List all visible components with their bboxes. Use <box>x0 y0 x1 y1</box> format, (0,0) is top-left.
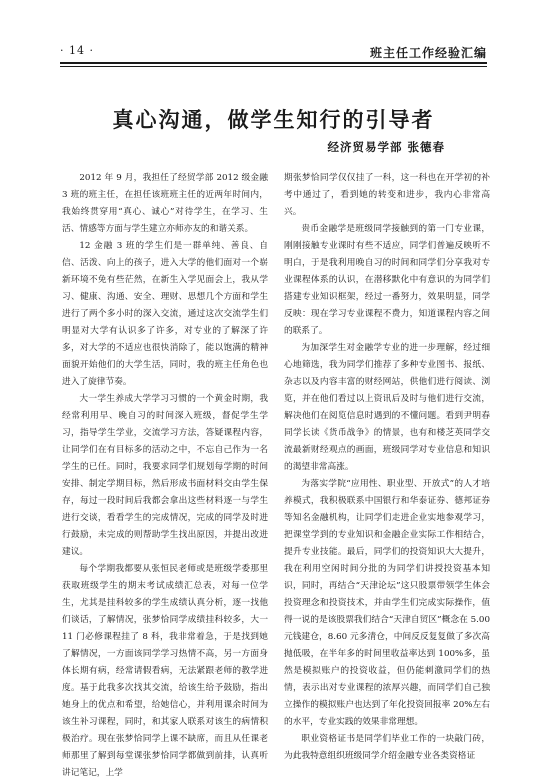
paragraph: 12 金融 3 班的学生们是一群单纯、善良、自信、活泼、向上的孩子，进入大学的他们面对一个崭新环境不免有些茫然，在新生入学见面会上，我从学习、健康、沟通、安全、理财、思想几个方面和学生进行了两个多小时的深入交流，通过这次交流学生们明显对大学有认识多了许多，对专业的了解深了许多，对大学的不适应也很快消除了，能以饱满的精神面貌开始他们的大学生活，同时，我的班主任角色也进入了旋律节奏。 <box>62 241 268 387</box>
paragraph: 贵币金融学是班级同学接触到的第一门专业课，刚刚接触专业课时有些不适应，同学们普遍反映听不明白，于是我利用晚自习的时间和同学们分享我对专业课程体系的认识，在潜移默化中有意识的为同学们搭建专业知识框架，经过一番努力，效果明显，同学反映：现在学习专业课程不费力，知道课程内容之间的联系了。 <box>284 224 490 336</box>
paragraph: 2012 年 9 月，我担任了经贸学部 2012 级金融 3 班的班主任，在担任该班班主任的近两年时间内，我始终贯穿用“真心、诚心”对待学生，在学习、生活、情感等方面与学生建立亦师亦友的和谐关系。 <box>62 173 268 234</box>
article-author: 经济贸易学部 张德春 <box>327 140 445 154</box>
left-column <box>62 170 268 782</box>
page-number: · 14 · <box>60 44 94 57</box>
paragraph: 职业资格证书是同学们毕业工作的一块敲门砖，为此我特意组织班级同学介绍金融专业各类资格证 <box>284 734 490 761</box>
paragraph: 大一学生养成大学学习习惯的一个黄金时期，我经常利用早、晚自习的时间深入班级，督促学生学习，指导学生学业，交流学习方法，答疑课程内容，让同学们在有目标多的活动之中，不忘自己作为一名学生的已任。同时，我要求同学们规划每学期的时间安排、制定学期目标，然后形成书面材料交由学生保存，每过一段时间后我都会拿出这些材料逐一与学生进行交谈，看看学生的完成情况，完成的同学及时进行鼓励，未完成的则帮助学生找出原因，并提出改进建议。 <box>62 394 268 557</box>
paragraph: 为加深学生对金融学专业的进一步理解，经过细心地筛选，我为同学们推荐了多种专业图书、报纸、杂志以及内容丰富的财经网站，供他们进行阅读、浏览，并在他们看过以上资讯后及时与他们进行交流，解决他们在阅览信息时遇到的不懂问题。看到尹明春同学长读《货币战争》的情景，也有和楼芝英同学交流最新财经观点的画面，班级同学对专业信息和知识的渴望非常高涨。 <box>284 343 490 472</box>
header-rule-thick <box>60 62 487 64</box>
article-title: 真心沟通，做学生知行的引导者 <box>112 107 435 132</box>
paragraph-continued: 期张梦恰同学仅仅挂了一科，这一科也在开学初的补考中通过了，看到她的转变和进步，我内心非常高兴。 <box>284 173 490 217</box>
paragraph: 每个学期我都要从张恒民老师或是班级学委那里获取班级学生的期末考试成绩汇总表，对每一位学生，尤其是挂科较多的学生成绩认真分析，逐一找他们谈话，了解情况，张梦恰同学成绩挂科较多，大一 11 门必修课程挂了 8 科，我非常着急，于是找到她了解情况，一方面该同学学习热情不高，另一方面身体长期有病，经常请假看病，无法紧跟老师的教学进度。基于此我多次找其交流，给该生给予鼓励，指出她身上的优点和希望，给她信心，并利用课余时间为该生补习课程，同时，和其家人联系对该生的病情积极治疗。现在张梦恰同学上课不缺席，而且从任课老师那里了解到每堂课张梦恰同学都做到前排，认真听讲记笔记，上学 <box>62 564 268 778</box>
right-column <box>284 170 490 765</box>
journal-title: 班主任工作经验汇编 <box>369 46 487 60</box>
paragraph: 为落实学院“应用性、职业型、开放式”的人才培养模式，我积极联系中国银行和华泰证券、德邦证券等知名金融机构，让同学们走进企业实地参观学习，把课堂学到的专业知识和金融企业实际工作相结合，提升专业技能。最后，同学们的投资知识大大提升，我在利用空闲时间分批的为同学们讲授投资基本知识，同时，再结合“天津论坛”这只股票带领学生体会投资理念和投资技术，并由学生们完成实际操作，值得一说的是该股票我们结合“天津自贸区”概念在 5.00 元钱建仓，8.60 元多清仓，中间反反复复做了多次高抛低吸，在半年多的时间里收益率达到 100%多，虽然是模拟账户的投资收益，但仍能刺激同学们的热情，表示出对专业课程的浓厚兴趣，而同学们自己独立操作的模拟账户也达到了年化投资回报率 20%左右的水平，专业实践的效果非常理想。 <box>284 479 490 727</box>
header-rule-thin <box>60 66 487 67</box>
